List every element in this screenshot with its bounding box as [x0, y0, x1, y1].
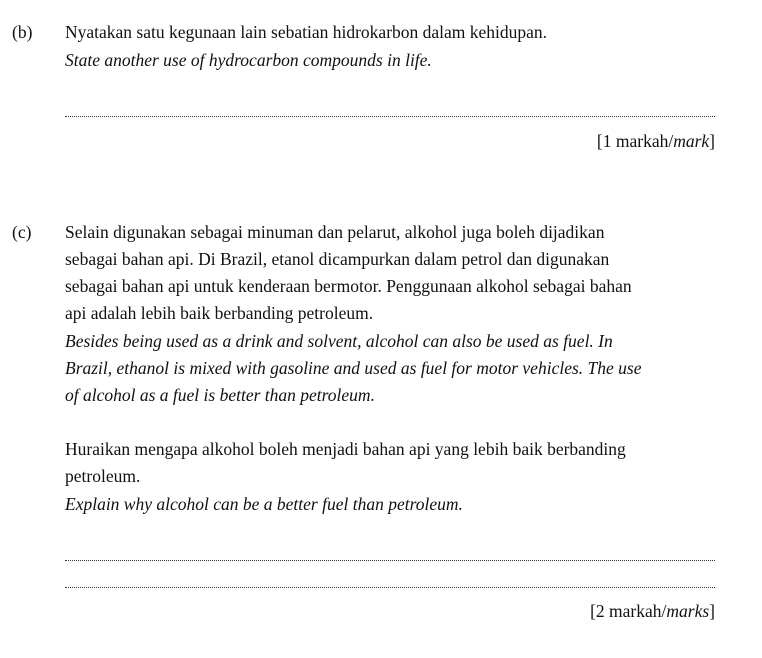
- part-c-answer-line-2[interactable]: [65, 587, 715, 588]
- part-c-question-en: Explain why alcohol can be a better fuel than petroleum.: [65, 494, 463, 514]
- part-c-question-ms-line-1: Huraikan mengapa alkohol boleh menjadi bahan api yang lebih baik berbanding: [65, 439, 626, 459]
- part-b-question-en: State another use of hydrocarbon compounds in life.: [65, 50, 432, 70]
- part-c-marks-italic: marks: [666, 601, 710, 621]
- part-b-marks-suffix: ]: [709, 131, 715, 151]
- part-b-marks: [597, 131, 715, 152]
- part-c-label: (c): [12, 222, 32, 242]
- part-c-passage-ms-line-2: sebagai bahan api. Di Brazil, etanol dicampurkan dalam petrol dan digunakan: [65, 249, 610, 269]
- part-c-marks-suffix: ]: [709, 601, 715, 621]
- part-b-label: (b): [12, 22, 33, 42]
- part-c-question-ms-line-2: petroleum.: [65, 466, 141, 486]
- part-c-passage-en-line-1: Besides being used as a drink and solvent, alcohol can also be used as fuel. In: [65, 331, 613, 351]
- part-b-question-ms: Nyatakan satu kegunaan lain sebatian hidrokarbon dalam kehidupan.: [65, 22, 548, 42]
- part-c-passage-en-line-3: of alcohol as a fuel is better than petroleum.: [65, 385, 375, 405]
- part-c-marks-prefix: [2 markah/: [590, 601, 667, 621]
- part-c-marks: [590, 601, 715, 622]
- part-c-passage-ms-line-3: sebagai bahan api untuk kenderaan bermotor. Penggunaan alkohol sebagai bahan: [65, 276, 632, 296]
- part-b-marks-italic: mark: [673, 131, 710, 151]
- part-c-answer-line-1[interactable]: [65, 560, 715, 561]
- part-c-passage-en-line-2: Brazil, ethanol is mixed with gasoline and used as fuel for motor vehicles. The use: [65, 358, 642, 378]
- part-b-answer-line[interactable]: [65, 116, 715, 117]
- part-c-passage-ms-line-1: Selain digunakan sebagai minuman dan pelarut, alkohol juga boleh dijadikan: [65, 222, 605, 242]
- part-b-marks-prefix: [1 markah/: [596, 131, 674, 151]
- part-c-passage-ms-line-4: api adalah lebih baik berbanding petroleum.: [65, 303, 374, 323]
